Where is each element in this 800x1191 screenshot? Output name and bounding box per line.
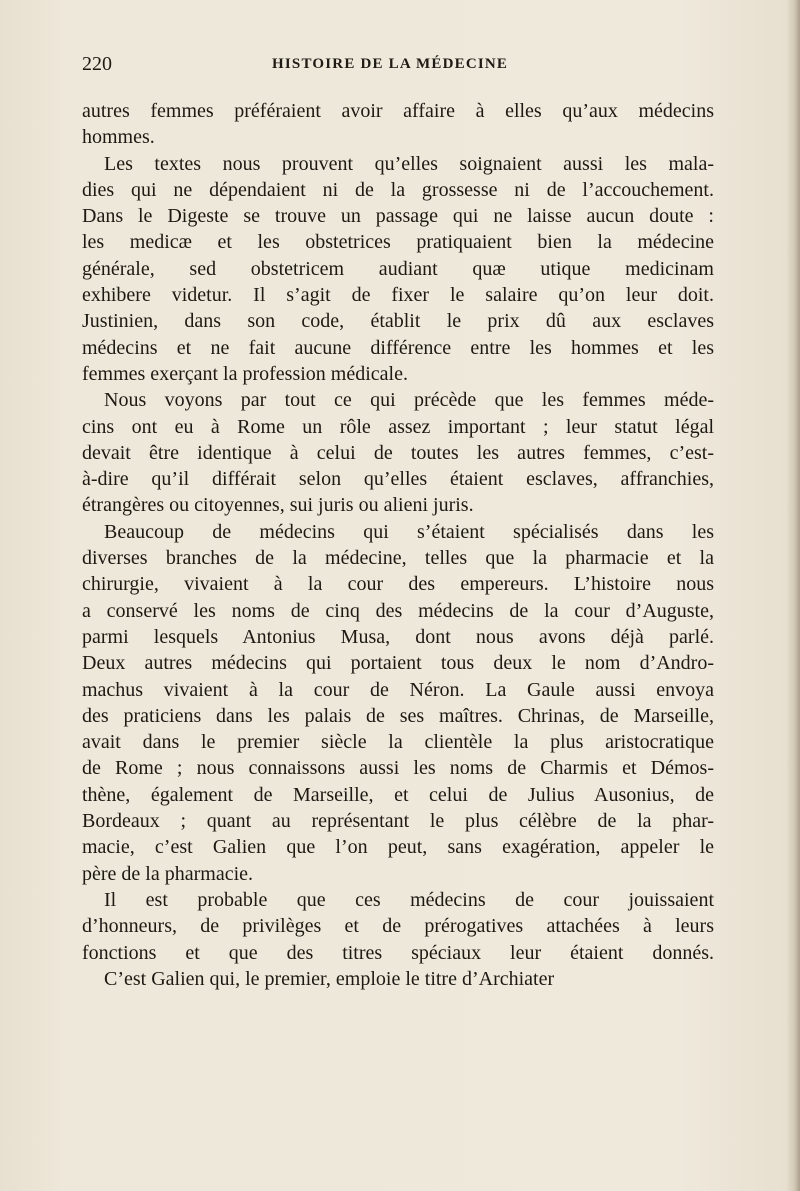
text-line: exhibere videtur. Il s’agit de fixer le salaire qu’on leur doit. (82, 284, 714, 307)
text-line: thène, également de Marseille, et celui de Julius Ausonius, de (82, 783, 714, 806)
text-line: C’est Galien qui, le premier, emploie le titre d’Archiater (104, 967, 555, 990)
text-line: dies qui ne dépendaient ni de la grossesse ni de l’accouchement. (82, 178, 714, 201)
text-line: parmi lesquels Antonius Musa, dont nous avons déjà parlé. (82, 625, 714, 648)
text-line: avait dans le premier siècle la clientèle la plus aristocratique (82, 731, 714, 754)
text-line: à-dire qu’il différait selon qu’elles étaient esclaves, affranchies, (82, 468, 714, 491)
text-line: Justinien, dans son code, établit le prix dû aux esclaves (82, 310, 714, 333)
body-text (82, 98, 714, 992)
text-line: Beaucoup de médecins qui s’étaient spécialisés dans les (104, 520, 714, 543)
page-header (82, 50, 714, 78)
text-line: chirurgie, vivaient à la cour des empereurs. L’histoire nous (82, 573, 714, 596)
text-line: étrangères ou citoyennes, sui juris ou alieni juris. (82, 494, 474, 517)
text-line: de Rome ; nous connaissons aussi les noms de Charmis et Démos- (82, 757, 714, 780)
text-line: Nous voyons par tout ce qui précède que les femmes méde- (104, 389, 714, 412)
text-line: père de la pharmacie. (82, 862, 254, 885)
text-line: Dans le Digeste se trouve un passage qui ne laisse aucun doute : (82, 205, 714, 228)
text-line: devait être identique à celui de toutes les autres femmes, c’est- (82, 441, 714, 464)
text-line: femmes exerçant la profession médicale. (82, 362, 408, 385)
text-line: Bordeaux ; quant au représentant le plus célèbre de la phar- (82, 810, 714, 833)
text-line: les medicæ et les obstetrices pratiquaient bien la médecine (82, 231, 714, 254)
running-title: HISTOIRE DE LA MÉDECINE (272, 56, 509, 72)
text-line: Deux autres médecins qui portaient tous deux le nom d’Andro- (82, 652, 714, 675)
text-line: générale, sed obstetricem audiant quæ utique medicinam (82, 257, 714, 280)
text-line: machus vivaient à la cour de Néron. La Gaule aussi envoya (82, 678, 714, 701)
text-line: macie, c’est Galien que l’on peut, sans exagération, appeler le (82, 836, 714, 859)
text-line: médecins et ne fait aucune différence entre les hommes et les (82, 336, 714, 359)
page-number: 220 (82, 53, 112, 75)
text-line: d’honneurs, de privilèges et de prérogatives attachées à leurs (82, 915, 714, 938)
text-line: cins ont eu à Rome un rôle assez important ; leur statut légal (82, 415, 714, 438)
text-line: diverses branches de la médecine, telles que la pharmacie et la (82, 547, 714, 570)
text-line: Il est probable que ces médecins de cour jouissaient (104, 888, 714, 911)
text-line: fonctions et que des titres spéciaux leur étaient donnés. (82, 941, 714, 964)
page-edge-shadow (786, 0, 800, 1191)
text-line: Les textes nous prouvent qu’elles soignaient aussi les mala- (104, 152, 714, 175)
text-line: autres femmes préféraient avoir affaire à elles qu’aux médecins (82, 100, 714, 122)
text-line: hommes. (82, 126, 155, 149)
text-line: des praticiens dans les palais de ses maîtres. Chrinas, de Marseille, (82, 704, 714, 727)
text-line: a conservé les noms de cinq des médecins de la cour d’Auguste, (82, 599, 714, 622)
